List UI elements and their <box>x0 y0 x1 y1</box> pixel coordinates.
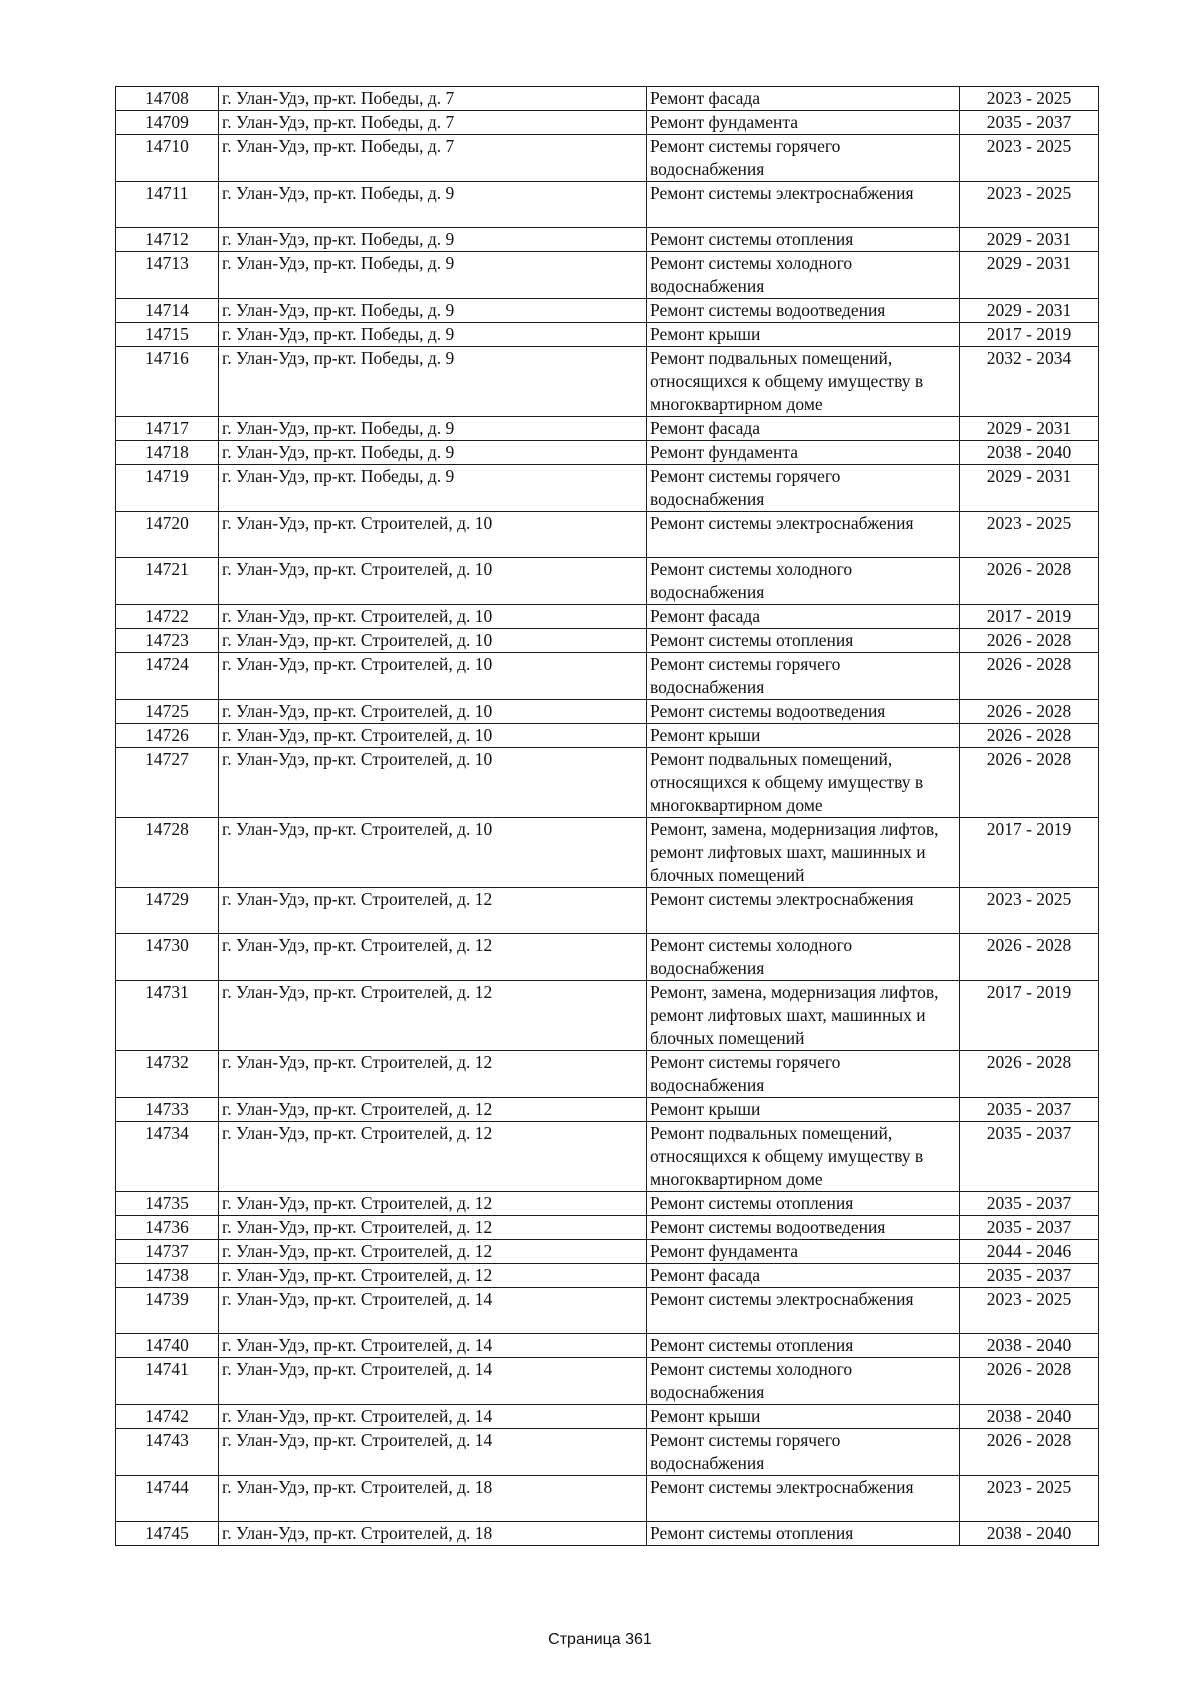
table-row <box>116 1522 1099 1546</box>
row-address: г. Улан-Удэ, пр-кт. Строителей, д. 12 <box>219 1098 647 1122</box>
row-id: 14730 <box>116 934 219 981</box>
row-period: 2023 - 2025 <box>960 182 1099 228</box>
table-row <box>116 818 1099 888</box>
row-address: г. Улан-Удэ, пр-кт. Строителей, д. 12 <box>219 1216 647 1240</box>
row-address: г. Улан-Удэ, пр-кт. Победы, д. 9 <box>219 299 647 323</box>
row-id: 14729 <box>116 888 219 934</box>
row-address: г. Улан-Удэ, пр-кт. Строителей, д. 10 <box>219 724 647 748</box>
table-row <box>116 1216 1099 1240</box>
table-row <box>116 465 1099 512</box>
row-work-type: Ремонт системы отопления <box>647 1522 960 1546</box>
row-id: 14731 <box>116 981 219 1051</box>
row-id: 14715 <box>116 323 219 347</box>
row-id: 14711 <box>116 182 219 228</box>
row-address: г. Улан-Удэ, пр-кт. Строителей, д. 14 <box>219 1288 647 1334</box>
row-address: г. Улан-Удэ, пр-кт. Победы, д. 7 <box>219 135 647 182</box>
row-period: 2023 - 2025 <box>960 87 1099 111</box>
row-work-type: Ремонт системы электроснабжения <box>647 182 960 228</box>
table-row <box>116 934 1099 981</box>
row-address: г. Улан-Удэ, пр-кт. Победы, д. 9 <box>219 465 647 512</box>
row-period: 2029 - 2031 <box>960 465 1099 512</box>
row-period: 2026 - 2028 <box>960 558 1099 605</box>
row-address: г. Улан-Удэ, пр-кт. Строителей, д. 14 <box>219 1358 647 1405</box>
row-work-type: Ремонт системы электроснабжения <box>647 1476 960 1522</box>
row-id: 14708 <box>116 87 219 111</box>
row-work-type: Ремонт, замена, модернизация лифтов, ремонт лифтовых шахт, машинных и блочных помещений <box>647 981 960 1051</box>
row-work-type: Ремонт фундамента <box>647 1240 960 1264</box>
table-body <box>116 87 1099 1546</box>
row-period: 2017 - 2019 <box>960 818 1099 888</box>
table-row <box>116 748 1099 818</box>
table-row <box>116 1098 1099 1122</box>
row-work-type: Ремонт фасада <box>647 417 960 441</box>
row-id: 14736 <box>116 1216 219 1240</box>
row-address: г. Улан-Удэ, пр-кт. Победы, д. 9 <box>219 252 647 299</box>
row-address: г. Улан-Удэ, пр-кт. Победы, д. 9 <box>219 417 647 441</box>
row-period: 2026 - 2028 <box>960 700 1099 724</box>
row-work-type: Ремонт фасада <box>647 605 960 629</box>
row-address: г. Улан-Удэ, пр-кт. Строителей, д. 10 <box>219 653 647 700</box>
row-work-type: Ремонт системы отопления <box>647 228 960 252</box>
row-address: г. Улан-Удэ, пр-кт. Победы, д. 7 <box>219 87 647 111</box>
row-id: 14718 <box>116 441 219 465</box>
row-work-type: Ремонт системы горячего водоснабжения <box>647 1429 960 1476</box>
row-address: г. Улан-Удэ, пр-кт. Строителей, д. 14 <box>219 1405 647 1429</box>
table-row <box>116 629 1099 653</box>
table-row <box>116 605 1099 629</box>
row-address: г. Улан-Удэ, пр-кт. Строителей, д. 12 <box>219 1240 647 1264</box>
row-id: 14724 <box>116 653 219 700</box>
row-id: 14714 <box>116 299 219 323</box>
row-id: 14726 <box>116 724 219 748</box>
row-period: 2035 - 2037 <box>960 111 1099 135</box>
row-work-type: Ремонт системы отопления <box>647 1192 960 1216</box>
row-work-type: Ремонт системы электроснабжения <box>647 1288 960 1334</box>
row-address: г. Улан-Удэ, пр-кт. Строителей, д. 12 <box>219 1122 647 1192</box>
row-period: 2026 - 2028 <box>960 1358 1099 1405</box>
row-id: 14738 <box>116 1264 219 1288</box>
row-work-type: Ремонт подвальных помещений, относящихся к общему имуществу в многоквартирном доме <box>647 347 960 417</box>
row-id: 14745 <box>116 1522 219 1546</box>
row-address: г. Улан-Удэ, пр-кт. Строителей, д. 12 <box>219 1192 647 1216</box>
table-row <box>116 1192 1099 1216</box>
row-address: г. Улан-Удэ, пр-кт. Строителей, д. 10 <box>219 629 647 653</box>
row-address: г. Улан-Удэ, пр-кт. Победы, д. 9 <box>219 347 647 417</box>
row-work-type: Ремонт фундамента <box>647 441 960 465</box>
row-work-type: Ремонт подвальных помещений, относящихся к общему имуществу в многоквартирном доме <box>647 748 960 818</box>
row-address: г. Улан-Удэ, пр-кт. Строителей, д. 18 <box>219 1476 647 1522</box>
row-work-type: Ремонт системы водоотведения <box>647 1216 960 1240</box>
row-period: 2023 - 2025 <box>960 135 1099 182</box>
row-work-type: Ремонт системы электроснабжения <box>647 512 960 558</box>
row-period: 2026 - 2028 <box>960 1429 1099 1476</box>
row-period: 2026 - 2028 <box>960 724 1099 748</box>
row-period: 2035 - 2037 <box>960 1192 1099 1216</box>
row-period: 2038 - 2040 <box>960 441 1099 465</box>
row-period: 2038 - 2040 <box>960 1405 1099 1429</box>
table-row <box>116 417 1099 441</box>
row-period: 2023 - 2025 <box>960 1288 1099 1334</box>
table-row <box>116 653 1099 700</box>
row-id: 14721 <box>116 558 219 605</box>
row-period: 2035 - 2037 <box>960 1122 1099 1192</box>
row-period: 2038 - 2040 <box>960 1522 1099 1546</box>
row-address: г. Улан-Удэ, пр-кт. Строителей, д. 10 <box>219 700 647 724</box>
row-id: 14741 <box>116 1358 219 1405</box>
row-id: 14737 <box>116 1240 219 1264</box>
page-number: Страница 361 <box>548 1631 652 1648</box>
row-id: 14716 <box>116 347 219 417</box>
row-period: 2035 - 2037 <box>960 1216 1099 1240</box>
row-address: г. Улан-Удэ, пр-кт. Победы, д. 9 <box>219 441 647 465</box>
row-work-type: Ремонт системы холодного водоснабжения <box>647 934 960 981</box>
row-id: 14734 <box>116 1122 219 1192</box>
row-id: 14732 <box>116 1051 219 1098</box>
row-address: г. Улан-Удэ, пр-кт. Строителей, д. 18 <box>219 1522 647 1546</box>
row-period: 2026 - 2028 <box>960 653 1099 700</box>
row-period: 2023 - 2025 <box>960 888 1099 934</box>
table-row <box>116 512 1099 558</box>
row-period: 2017 - 2019 <box>960 605 1099 629</box>
row-period: 2029 - 2031 <box>960 252 1099 299</box>
row-work-type: Ремонт системы холодного водоснабжения <box>647 558 960 605</box>
row-address: г. Улан-Удэ, пр-кт. Строителей, д. 12 <box>219 934 647 981</box>
row-work-type: Ремонт системы отопления <box>647 1334 960 1358</box>
row-address: г. Улан-Удэ, пр-кт. Строителей, д. 10 <box>219 605 647 629</box>
table-row <box>116 1288 1099 1334</box>
table-row <box>116 981 1099 1051</box>
row-id: 14723 <box>116 629 219 653</box>
row-id: 14742 <box>116 1405 219 1429</box>
row-id: 14720 <box>116 512 219 558</box>
row-id: 14727 <box>116 748 219 818</box>
row-work-type: Ремонт системы холодного водоснабжения <box>647 252 960 299</box>
table-row <box>116 888 1099 934</box>
table-row <box>116 1240 1099 1264</box>
table-row <box>116 558 1099 605</box>
row-period: 2023 - 2025 <box>960 1476 1099 1522</box>
table-row <box>116 441 1099 465</box>
row-id: 14739 <box>116 1288 219 1334</box>
row-period: 2017 - 2019 <box>960 981 1099 1051</box>
row-address: г. Улан-Удэ, пр-кт. Строителей, д. 12 <box>219 981 647 1051</box>
row-id: 14712 <box>116 228 219 252</box>
table-row <box>116 1051 1099 1098</box>
row-address: г. Улан-Удэ, пр-кт. Победы, д. 9 <box>219 228 647 252</box>
row-id: 14728 <box>116 818 219 888</box>
row-id: 14709 <box>116 111 219 135</box>
row-work-type: Ремонт системы отопления <box>647 629 960 653</box>
table-row <box>116 700 1099 724</box>
row-period: 2029 - 2031 <box>960 299 1099 323</box>
row-address: г. Улан-Удэ, пр-кт. Строителей, д. 10 <box>219 748 647 818</box>
row-period: 2026 - 2028 <box>960 1051 1099 1098</box>
row-work-type: Ремонт системы холодного водоснабжения <box>647 1358 960 1405</box>
row-period: 2038 - 2040 <box>960 1334 1099 1358</box>
row-period: 2035 - 2037 <box>960 1264 1099 1288</box>
row-id: 14735 <box>116 1192 219 1216</box>
row-id: 14733 <box>116 1098 219 1122</box>
row-id: 14722 <box>116 605 219 629</box>
row-period: 2029 - 2031 <box>960 417 1099 441</box>
row-period: 2026 - 2028 <box>960 934 1099 981</box>
table-row <box>116 87 1099 111</box>
row-work-type: Ремонт системы водоотведения <box>647 299 960 323</box>
row-work-type: Ремонт системы электроснабжения <box>647 888 960 934</box>
row-id: 14713 <box>116 252 219 299</box>
repair-schedule-table <box>115 86 1099 1546</box>
row-address: г. Улан-Удэ, пр-кт. Строителей, д. 12 <box>219 1051 647 1098</box>
table-row <box>116 111 1099 135</box>
row-period: 2032 - 2034 <box>960 347 1099 417</box>
row-address: г. Улан-Удэ, пр-кт. Строителей, д. 14 <box>219 1334 647 1358</box>
row-period: 2044 - 2046 <box>960 1240 1099 1264</box>
row-address: г. Улан-Удэ, пр-кт. Строителей, д. 14 <box>219 1429 647 1476</box>
row-address: г. Улан-Удэ, пр-кт. Победы, д. 7 <box>219 111 647 135</box>
table-row <box>116 252 1099 299</box>
row-id: 14744 <box>116 1476 219 1522</box>
table-row <box>116 1358 1099 1405</box>
row-address: г. Улан-Удэ, пр-кт. Строителей, д. 10 <box>219 818 647 888</box>
row-address: г. Улан-Удэ, пр-кт. Победы, д. 9 <box>219 323 647 347</box>
table-row <box>116 135 1099 182</box>
row-work-type: Ремонт системы водоотведения <box>647 700 960 724</box>
row-id: 14740 <box>116 1334 219 1358</box>
row-id: 14710 <box>116 135 219 182</box>
row-work-type: Ремонт системы горячего водоснабжения <box>647 465 960 512</box>
row-address: г. Улан-Удэ, пр-кт. Победы, д. 9 <box>219 182 647 228</box>
row-work-type: Ремонт крыши <box>647 724 960 748</box>
row-address: г. Улан-Удэ, пр-кт. Строителей, д. 12 <box>219 888 647 934</box>
row-id: 14743 <box>116 1429 219 1476</box>
table-row <box>116 323 1099 347</box>
row-id: 14725 <box>116 700 219 724</box>
table-row <box>116 299 1099 323</box>
row-work-type: Ремонт системы горячего водоснабжения <box>647 1051 960 1098</box>
row-work-type: Ремонт фасада <box>647 1264 960 1288</box>
row-work-type: Ремонт крыши <box>647 323 960 347</box>
row-work-type: Ремонт системы горячего водоснабжения <box>647 653 960 700</box>
table-row <box>116 1429 1099 1476</box>
row-period: 2026 - 2028 <box>960 748 1099 818</box>
table-row <box>116 1405 1099 1429</box>
row-period: 2017 - 2019 <box>960 323 1099 347</box>
row-work-type: Ремонт крыши <box>647 1405 960 1429</box>
row-id: 14719 <box>116 465 219 512</box>
table-row <box>116 1334 1099 1358</box>
row-work-type: Ремонт системы горячего водоснабжения <box>647 135 960 182</box>
table-row <box>116 724 1099 748</box>
row-work-type: Ремонт подвальных помещений, относящихся к общему имуществу в многоквартирном доме <box>647 1122 960 1192</box>
row-address: г. Улан-Удэ, пр-кт. Строителей, д. 12 <box>219 1264 647 1288</box>
table-row <box>116 1122 1099 1192</box>
row-period: 2023 - 2025 <box>960 512 1099 558</box>
table-row <box>116 347 1099 417</box>
row-period: 2035 - 2037 <box>960 1098 1099 1122</box>
row-work-type: Ремонт фундамента <box>647 111 960 135</box>
row-period: 2029 - 2031 <box>960 228 1099 252</box>
row-work-type: Ремонт, замена, модернизация лифтов, ремонт лифтовых шахт, машинных и блочных помещений <box>647 818 960 888</box>
table-row <box>116 1476 1099 1522</box>
table-row <box>116 182 1099 228</box>
row-period: 2026 - 2028 <box>960 629 1099 653</box>
row-work-type: Ремонт фасада <box>647 87 960 111</box>
row-address: г. Улан-Удэ, пр-кт. Строителей, д. 10 <box>219 512 647 558</box>
table-row <box>116 1264 1099 1288</box>
table-row <box>116 228 1099 252</box>
row-id: 14717 <box>116 417 219 441</box>
row-work-type: Ремонт крыши <box>647 1098 960 1122</box>
row-address: г. Улан-Удэ, пр-кт. Строителей, д. 10 <box>219 558 647 605</box>
